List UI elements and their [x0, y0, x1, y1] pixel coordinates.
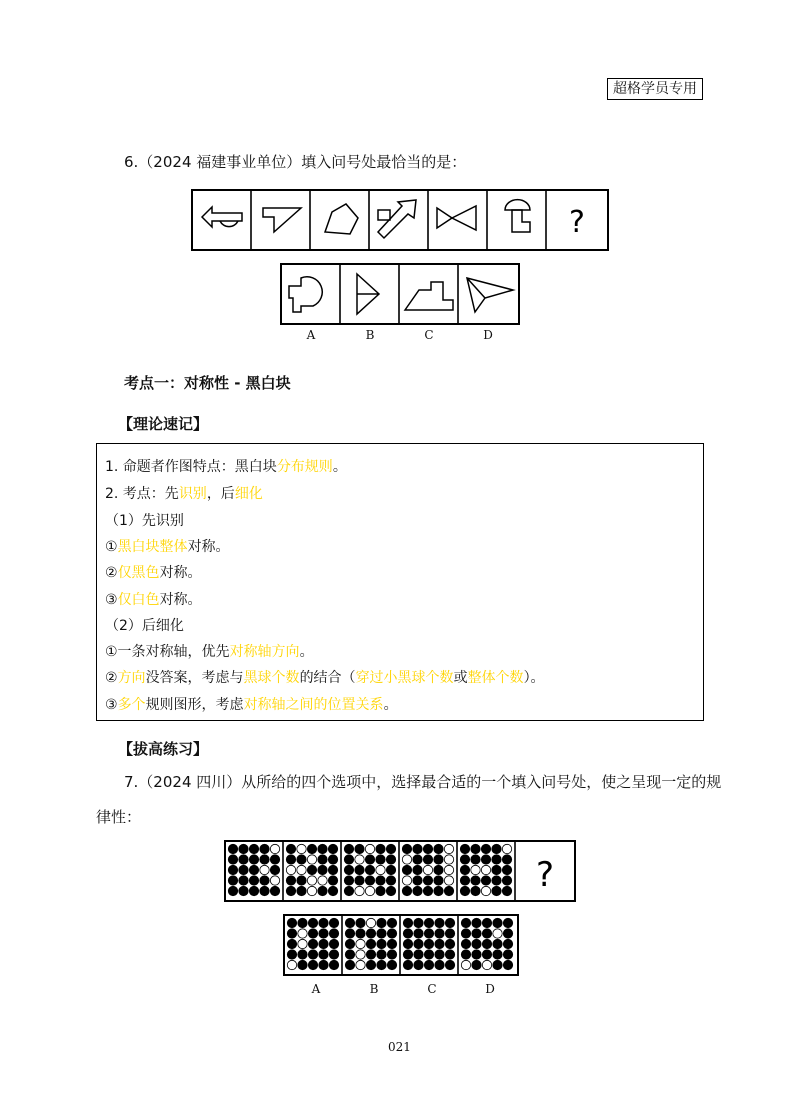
option-d-figure[interactable] [467, 278, 513, 312]
dot [297, 865, 306, 874]
q7-option-label-a: A [311, 982, 321, 996]
dot [344, 886, 353, 895]
dot [376, 876, 385, 885]
theory-line-8: ①一条对称轴，优先对称轴方向。 [105, 644, 314, 660]
option-b-figure[interactable] [357, 274, 379, 314]
dot [471, 844, 480, 853]
dot [270, 886, 279, 895]
theory-line-2: 2. 考点：先识别，后细化 [105, 486, 263, 502]
dot [287, 929, 296, 938]
dot [435, 929, 444, 938]
dot [435, 939, 444, 948]
dot [287, 960, 296, 969]
dot [434, 865, 443, 874]
dot [308, 939, 317, 948]
sequence-figure-3 [325, 204, 358, 234]
dot [270, 844, 279, 853]
dot [445, 950, 454, 959]
dot [286, 844, 295, 853]
dot [502, 876, 511, 885]
dot [414, 918, 423, 927]
dot [328, 844, 337, 853]
sequence-figure-6 [505, 200, 530, 210]
theory-box [96, 443, 704, 721]
dot [493, 939, 502, 948]
dot [355, 855, 364, 864]
dot [366, 960, 375, 969]
dot [298, 950, 307, 959]
dot [387, 918, 396, 927]
dot [329, 960, 338, 969]
dot [356, 918, 365, 927]
dot [492, 886, 501, 895]
dot [472, 918, 481, 927]
dot [402, 886, 411, 895]
dot [386, 844, 395, 853]
dot [377, 929, 386, 938]
dot [403, 918, 412, 927]
sequence-grid-3 [344, 844, 395, 895]
dot [308, 960, 317, 969]
dot [319, 939, 328, 948]
dot [414, 939, 423, 948]
question-7-line-1: 7.（2024 四川）从所给的四个选项中，选择最合适的一个填入问号处，使之呈现一定的规 [124, 773, 722, 791]
dot [260, 886, 269, 895]
dot [492, 876, 501, 885]
dot [298, 960, 307, 969]
dot [502, 844, 511, 853]
dot [493, 918, 502, 927]
dot [377, 939, 386, 948]
q7-option-label-c: C [427, 982, 437, 996]
dot [376, 886, 385, 895]
dot [287, 939, 296, 948]
dot [344, 855, 353, 864]
dot [366, 918, 375, 927]
dot [402, 865, 411, 874]
dot [344, 865, 353, 874]
dot [424, 929, 433, 938]
q6-option-label-d: D [483, 328, 493, 342]
dot [328, 886, 337, 895]
option-d-grid[interactable] [461, 918, 512, 969]
dot [239, 844, 248, 853]
dot [461, 960, 470, 969]
dot [365, 844, 374, 853]
dot [356, 960, 365, 969]
dot [345, 960, 354, 969]
dot [502, 886, 511, 895]
dot [403, 960, 412, 969]
exclusive-tag: 超格学员专用 [607, 78, 703, 100]
dot [329, 939, 338, 948]
dot [270, 876, 279, 885]
practice-title: 【拔高练习】 [118, 740, 209, 758]
dot [414, 960, 423, 969]
dot [471, 876, 480, 885]
dot [444, 886, 453, 895]
theory-line-3: （1）先识别 [105, 513, 184, 529]
question-6-sequence [190, 188, 610, 254]
theory-line-4: ①黑白块整体对称。 [105, 539, 230, 555]
page-number: 021 [388, 1040, 411, 1054]
dot [355, 886, 364, 895]
dot [493, 929, 502, 938]
dot [503, 929, 512, 938]
dot [445, 929, 454, 938]
dot [481, 886, 490, 895]
dot [260, 855, 269, 864]
dot [444, 865, 453, 874]
dot [402, 844, 411, 853]
option-a-grid[interactable] [287, 918, 338, 969]
dot [297, 844, 306, 853]
dot [308, 950, 317, 959]
dot [387, 950, 396, 959]
dot [307, 855, 316, 864]
dot [413, 865, 422, 874]
dot [307, 886, 316, 895]
dot [445, 960, 454, 969]
dot [355, 844, 364, 853]
theory-line-6: ③仅白色对称。 [105, 592, 202, 608]
dot [402, 876, 411, 885]
dot [444, 844, 453, 853]
dot [434, 876, 443, 885]
dot [307, 865, 316, 874]
dot [460, 876, 469, 885]
dot [228, 844, 237, 853]
dot [492, 855, 501, 864]
dot [403, 950, 412, 959]
dot [260, 865, 269, 874]
dot [286, 855, 295, 864]
dot [365, 865, 374, 874]
dot [356, 939, 365, 948]
dot [376, 865, 385, 874]
dot [270, 865, 279, 874]
dot [318, 844, 327, 853]
dot [377, 918, 386, 927]
dot [228, 865, 237, 874]
dot [239, 876, 248, 885]
dot [461, 950, 470, 959]
dot [228, 876, 237, 885]
dot [444, 876, 453, 885]
dot [461, 929, 470, 938]
dot [387, 939, 396, 948]
sequence-figure-4 [378, 200, 416, 238]
dot [413, 876, 422, 885]
dot [424, 960, 433, 969]
dot [328, 855, 337, 864]
section-title: 考点一：对称性 - 黑白块 [124, 374, 291, 392]
dot [423, 876, 432, 885]
dot [481, 865, 490, 874]
dot [260, 844, 269, 853]
dot [460, 844, 469, 853]
question-7-options [283, 914, 519, 976]
dot [435, 918, 444, 927]
dot [239, 855, 248, 864]
dot [444, 855, 453, 864]
dot [239, 865, 248, 874]
dot [365, 886, 374, 895]
dot [435, 960, 444, 969]
dot [472, 929, 481, 938]
theory-line-5: ②仅黑色对称。 [105, 565, 202, 581]
dot [424, 950, 433, 959]
dot [445, 939, 454, 948]
dot [493, 960, 502, 969]
dot [308, 918, 317, 927]
dot [482, 939, 491, 948]
dot [402, 855, 411, 864]
theory-line-7: （2）后细化 [105, 618, 184, 634]
question-7-sequence [224, 840, 576, 902]
dot [414, 950, 423, 959]
theory-title: 【理论速记】 [118, 415, 209, 433]
dot [386, 865, 395, 874]
dot [493, 950, 502, 959]
theory-line-10: ③多个规则图形，考虑对称轴之间的位置关系。 [105, 697, 398, 713]
option-a-figure[interactable] [289, 277, 322, 312]
dot [287, 950, 296, 959]
dot [376, 844, 385, 853]
dot [307, 844, 316, 853]
dot [403, 939, 412, 948]
dot [424, 939, 433, 948]
dot [503, 939, 512, 948]
dot [345, 929, 354, 938]
dot [471, 865, 480, 874]
dot [472, 939, 481, 948]
dot [366, 950, 375, 959]
dot [329, 950, 338, 959]
dot [249, 886, 258, 895]
dot [403, 929, 412, 938]
dot [270, 855, 279, 864]
dot [414, 929, 423, 938]
dot [482, 918, 491, 927]
dot [471, 886, 480, 895]
dot [445, 918, 454, 927]
dot [345, 918, 354, 927]
dot [434, 855, 443, 864]
dot [366, 929, 375, 938]
dot [434, 844, 443, 853]
dot [423, 886, 432, 895]
dot [386, 886, 395, 895]
q7-option-label-b: B [369, 982, 379, 996]
dot [502, 855, 511, 864]
dot [423, 844, 432, 853]
dot [287, 918, 296, 927]
dot [328, 865, 337, 874]
dot [503, 960, 512, 969]
dot [355, 865, 364, 874]
dot [502, 865, 511, 874]
dot [260, 876, 269, 885]
dot [249, 855, 258, 864]
dot [413, 855, 422, 864]
question-mark: ? [569, 205, 585, 240]
q6-option-label-b: B [365, 328, 375, 342]
dot [356, 950, 365, 959]
dot [377, 960, 386, 969]
dot [298, 929, 307, 938]
q6-option-label-c: C [424, 328, 434, 342]
dot [492, 844, 501, 853]
dot [365, 855, 374, 864]
dot [355, 876, 364, 885]
dot [318, 886, 327, 895]
dot [413, 844, 422, 853]
dot [460, 855, 469, 864]
dot [318, 865, 327, 874]
dot [228, 886, 237, 895]
option-c-figure[interactable] [405, 282, 453, 310]
dot [319, 960, 328, 969]
dot [297, 855, 306, 864]
option-b-grid[interactable] [345, 918, 396, 969]
dot [482, 929, 491, 938]
dot [481, 855, 490, 864]
dot [503, 918, 512, 927]
dot [386, 876, 395, 885]
sequence-grid-1 [228, 844, 279, 895]
dot [423, 865, 432, 874]
dot [307, 876, 316, 885]
dot [286, 865, 295, 874]
dot [482, 950, 491, 959]
sequence-grid-4 [402, 844, 453, 895]
question-6-options [279, 262, 521, 326]
theory-line-9: ②方向没答案，考虑与黑球个数的结合（穿过小黑球个数或整体个数）。 [105, 670, 545, 686]
theory-line-1: 1. 命题者作图特点：黑白块分布规则。 [105, 459, 347, 475]
dot [492, 865, 501, 874]
option-c-grid[interactable] [403, 918, 454, 969]
dot [460, 886, 469, 895]
dot [461, 918, 470, 927]
dot [482, 960, 491, 969]
dot [249, 844, 258, 853]
dot [318, 876, 327, 885]
sequence-figure-5 [437, 206, 476, 230]
dot [503, 950, 512, 959]
dot [298, 918, 307, 927]
dot [345, 939, 354, 948]
dot [413, 886, 422, 895]
dot [386, 855, 395, 864]
dot [365, 876, 374, 885]
dot [329, 918, 338, 927]
dot [387, 960, 396, 969]
dot [345, 950, 354, 959]
sequence-figure-2 [263, 208, 301, 232]
dot [329, 929, 338, 938]
dot [286, 886, 295, 895]
dot [297, 876, 306, 885]
dot [344, 876, 353, 885]
dot [435, 950, 444, 959]
dot [481, 876, 490, 885]
dot [319, 950, 328, 959]
dot [461, 939, 470, 948]
dot [481, 844, 490, 853]
dot [460, 865, 469, 874]
sequence-grid-5 [460, 844, 511, 895]
dot [434, 886, 443, 895]
question-7-line-2: 律性： [96, 808, 142, 826]
dot [424, 918, 433, 927]
dot [344, 844, 353, 853]
dot [297, 886, 306, 895]
dot [228, 855, 237, 864]
q7-option-label-d: D [485, 982, 495, 996]
dot [377, 950, 386, 959]
dot [328, 876, 337, 885]
dot [387, 929, 396, 938]
dot [298, 939, 307, 948]
dot [356, 929, 365, 938]
dot [376, 855, 385, 864]
sequence-grid-2 [286, 844, 337, 895]
dot [318, 855, 327, 864]
dot [472, 950, 481, 959]
dot [286, 876, 295, 885]
question-6-text: 6.（2024 福建事业单位）填入问号处最恰当的是： [124, 153, 467, 171]
q7-question-mark: ? [535, 855, 555, 895]
dot [308, 929, 317, 938]
dot [471, 855, 480, 864]
dot [366, 939, 375, 948]
dot [239, 886, 248, 895]
dot [319, 918, 328, 927]
dot [423, 855, 432, 864]
dot [319, 929, 328, 938]
q6-option-label-a: A [306, 328, 316, 342]
dot [249, 865, 258, 874]
dot [249, 876, 258, 885]
dot [472, 960, 481, 969]
